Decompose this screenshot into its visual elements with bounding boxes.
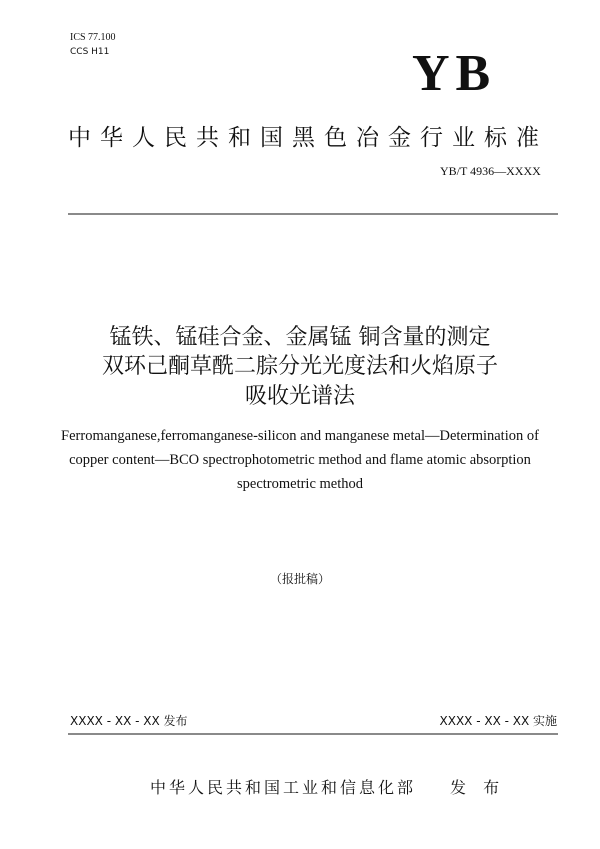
en-title-line-1: Ferromanganese,ferromanganese-silicon and manganese metal—Determination of [61,428,539,444]
header-divider [68,213,558,215]
cn-title-line-2: 双环己酮草酰二腙分光光度法和火焰原子 [101,354,498,379]
cn-title-line-1: 锰铁、锰硅合金、金属锰 铜含量的测定 [109,325,491,350]
issue-label: 发 布 [450,778,506,797]
draft-stage: （报批稿） [269,572,330,586]
implement-date: XXXX - XX - XX 实施 [439,714,557,728]
issuer: 中华人民共和国工业和信息化部 [150,778,417,797]
cn-title-line-3: 吸收光谱法 [244,384,355,409]
footer-divider [68,733,558,735]
en-title-line-3: spectrometric method [236,476,364,492]
publish-date: XXXX - XX - XX 发布 [70,714,188,728]
ics-code: ICS 77.100 [70,32,116,43]
ccs-code: CCS H11 [70,47,110,57]
yb-logo: YB [412,45,497,102]
en-title-line-2: copper content—BCO spectrophotometric method and flame atomic absorption [69,452,531,468]
organization-title: 中华人民共和国黑色冶金行业标准 [68,125,548,151]
standard-code: YB/T 4936—XXXX [440,164,541,178]
